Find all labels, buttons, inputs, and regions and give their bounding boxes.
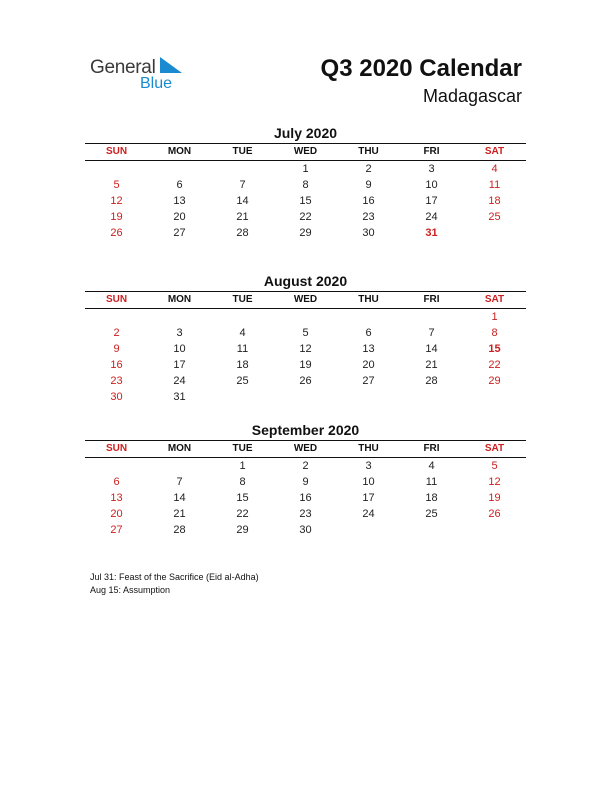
page-title: Q3 2020 Calendar — [320, 55, 522, 82]
day-cell: 6 — [176, 179, 183, 191]
week-row — [85, 474, 526, 490]
day-cell: 15 — [299, 195, 312, 207]
day-cell: 5 — [113, 179, 120, 191]
day-cell: 30 — [362, 227, 375, 239]
empty-day-cell — [274, 389, 337, 405]
day-cell: 16 — [299, 492, 312, 504]
day-cell: 31 — [173, 391, 186, 403]
day-cell: 15 — [488, 343, 501, 355]
weekday-label: SAT — [484, 146, 505, 157]
day-cell: 20 — [362, 359, 375, 371]
day-cell: 9 — [113, 343, 120, 355]
day-cell: 10 — [362, 476, 375, 488]
day-cell: 10 — [173, 343, 186, 355]
day-cell: 2 — [302, 460, 309, 472]
day-cell: 23 — [362, 211, 375, 223]
empty-day-cell — [85, 458, 148, 474]
day-cell: 23 — [299, 508, 312, 520]
month-calendar — [85, 272, 526, 405]
week-row — [85, 506, 526, 522]
day-cell: 22 — [299, 211, 312, 223]
week-row — [85, 177, 526, 193]
day-cell: 19 — [488, 492, 501, 504]
empty-day-cell — [211, 161, 274, 177]
day-cell: 25 — [236, 375, 249, 387]
week-row — [85, 389, 526, 405]
week-row — [85, 341, 526, 357]
logo-blue-text: Blue — [140, 75, 173, 92]
day-cell: 26 — [488, 508, 501, 520]
empty-day-cell — [85, 161, 148, 177]
weekday-header — [85, 291, 526, 309]
day-cell: 5 — [491, 460, 498, 472]
week-row — [85, 357, 526, 373]
empty-day-cell — [211, 389, 274, 405]
day-cell: 17 — [362, 492, 375, 504]
empty-day-cell — [337, 309, 400, 325]
empty-day-cell — [400, 309, 463, 325]
month-calendar — [85, 124, 526, 241]
day-cell: 7 — [428, 327, 435, 339]
week-row — [85, 225, 526, 241]
day-cell: 28 — [173, 524, 186, 536]
day-cell: 18 — [488, 195, 501, 207]
weekday-header — [85, 440, 526, 458]
empty-day-cell — [463, 389, 526, 405]
day-cell: 1 — [491, 311, 498, 323]
day-cell: 21 — [425, 359, 438, 371]
weekday-label: SAT — [484, 294, 505, 305]
day-cell: 24 — [362, 508, 375, 520]
day-cell: 11 — [488, 179, 501, 191]
empty-day-cell — [337, 389, 400, 405]
day-cell: 28 — [425, 375, 438, 387]
week-row — [85, 458, 526, 474]
weekday-label: MON — [167, 294, 192, 305]
weekday-label: MON — [167, 146, 192, 157]
weekday-label: TUE — [232, 294, 253, 305]
month-title: July 2020 — [273, 125, 338, 141]
day-cell: 14 — [173, 492, 186, 504]
day-cell: 23 — [110, 375, 123, 387]
day-cell: 11 — [236, 343, 249, 355]
weekday-label: THU — [358, 443, 379, 454]
empty-day-cell — [463, 522, 526, 538]
day-cell: 24 — [425, 211, 438, 223]
day-cell: 8 — [239, 476, 246, 488]
weekday-label: SUN — [105, 146, 128, 157]
day-cell: 29 — [488, 375, 501, 387]
week-row — [85, 161, 526, 177]
holiday-note: Jul 31: Feast of the Sacrifice (Eid al-Adha) — [90, 572, 259, 582]
logo-triangle-icon — [160, 57, 182, 73]
day-cell: 7 — [176, 476, 183, 488]
day-cell: 15 — [236, 492, 249, 504]
weekday-header — [85, 143, 526, 161]
weekday-label: THU — [358, 294, 379, 305]
empty-day-cell — [85, 309, 148, 325]
week-row — [85, 522, 526, 538]
day-cell: 1 — [239, 460, 246, 472]
day-cell: 22 — [488, 359, 501, 371]
empty-day-cell — [337, 522, 400, 538]
day-cell: 10 — [425, 179, 438, 191]
weekday-label: SUN — [105, 443, 128, 454]
day-cell: 29 — [236, 524, 249, 536]
day-cell: 12 — [488, 476, 501, 488]
day-cell: 16 — [110, 359, 123, 371]
day-cell: 3 — [428, 163, 435, 175]
day-cell: 28 — [236, 227, 249, 239]
day-cell: 7 — [239, 179, 246, 191]
weekday-label: SAT — [484, 443, 505, 454]
day-cell: 18 — [425, 492, 438, 504]
day-cell: 29 — [299, 227, 312, 239]
empty-day-cell — [274, 309, 337, 325]
week-row — [85, 325, 526, 341]
empty-day-cell — [148, 458, 211, 474]
empty-day-cell — [400, 389, 463, 405]
weekday-label: FRI — [423, 146, 440, 157]
day-cell: 19 — [110, 211, 123, 223]
month-title: September 2020 — [251, 422, 360, 438]
week-row — [85, 373, 526, 389]
day-cell: 27 — [362, 375, 375, 387]
week-row — [85, 490, 526, 506]
day-cell: 13 — [110, 492, 123, 504]
weekday-label: WED — [293, 294, 318, 305]
day-cell: 31 — [425, 227, 438, 239]
day-cell: 11 — [425, 476, 438, 488]
day-cell: 21 — [173, 508, 186, 520]
weekday-label: MON — [167, 443, 192, 454]
empty-day-cell — [463, 225, 526, 241]
day-cell: 1 — [302, 163, 309, 175]
empty-day-cell — [211, 309, 274, 325]
day-cell: 25 — [488, 211, 501, 223]
day-cell: 12 — [299, 343, 312, 355]
day-cell: 12 — [110, 195, 123, 207]
day-cell: 13 — [173, 195, 186, 207]
day-cell: 4 — [491, 163, 498, 175]
weekday-label: FRI — [423, 294, 440, 305]
day-cell: 6 — [365, 327, 372, 339]
day-cell: 26 — [110, 227, 123, 239]
day-cell: 13 — [362, 343, 375, 355]
brand-logo — [90, 55, 200, 95]
day-cell: 5 — [302, 327, 309, 339]
holiday-notes — [90, 571, 259, 597]
day-cell: 2 — [113, 327, 120, 339]
day-cell: 17 — [425, 195, 438, 207]
day-cell: 6 — [113, 476, 120, 488]
day-cell: 30 — [299, 524, 312, 536]
day-cell: 27 — [173, 227, 186, 239]
weekday-label: TUE — [232, 146, 253, 157]
week-row — [85, 209, 526, 225]
empty-day-cell — [148, 309, 211, 325]
day-cell: 20 — [110, 508, 123, 520]
weekday-label: TUE — [232, 443, 253, 454]
day-cell: 18 — [236, 359, 249, 371]
day-cell: 9 — [302, 476, 309, 488]
day-cell: 24 — [173, 375, 186, 387]
month-title: August 2020 — [263, 273, 348, 289]
weekday-label: THU — [358, 146, 379, 157]
weekday-label: WED — [293, 146, 318, 157]
day-cell: 30 — [110, 391, 123, 403]
empty-day-cell — [400, 522, 463, 538]
week-row — [85, 193, 526, 209]
day-cell: 17 — [173, 359, 186, 371]
weekday-label: WED — [293, 443, 318, 454]
day-cell: 4 — [428, 460, 435, 472]
day-cell: 8 — [302, 179, 309, 191]
month-calendar — [85, 421, 526, 538]
day-cell: 8 — [491, 327, 498, 339]
day-cell: 2 — [365, 163, 372, 175]
day-cell: 16 — [362, 195, 375, 207]
empty-day-cell — [148, 161, 211, 177]
day-cell: 14 — [236, 195, 249, 207]
day-cell: 25 — [425, 508, 438, 520]
day-cell: 3 — [176, 327, 183, 339]
day-cell: 14 — [425, 343, 438, 355]
weekday-label: FRI — [423, 443, 440, 454]
holiday-note: Aug 15: Assumption — [90, 585, 171, 595]
page-subtitle: Madagascar — [422, 86, 522, 106]
day-cell: 9 — [365, 179, 372, 191]
day-cell: 19 — [299, 359, 312, 371]
day-cell: 4 — [239, 327, 246, 339]
day-cell: 20 — [173, 211, 186, 223]
day-cell: 22 — [236, 508, 249, 520]
day-cell: 3 — [365, 460, 372, 472]
weekday-label: SUN — [105, 294, 128, 305]
day-cell: 21 — [236, 211, 249, 223]
day-cell: 27 — [110, 524, 123, 536]
day-cell: 26 — [299, 375, 312, 387]
week-row — [85, 309, 526, 325]
logo-general-text: General — [90, 57, 156, 78]
